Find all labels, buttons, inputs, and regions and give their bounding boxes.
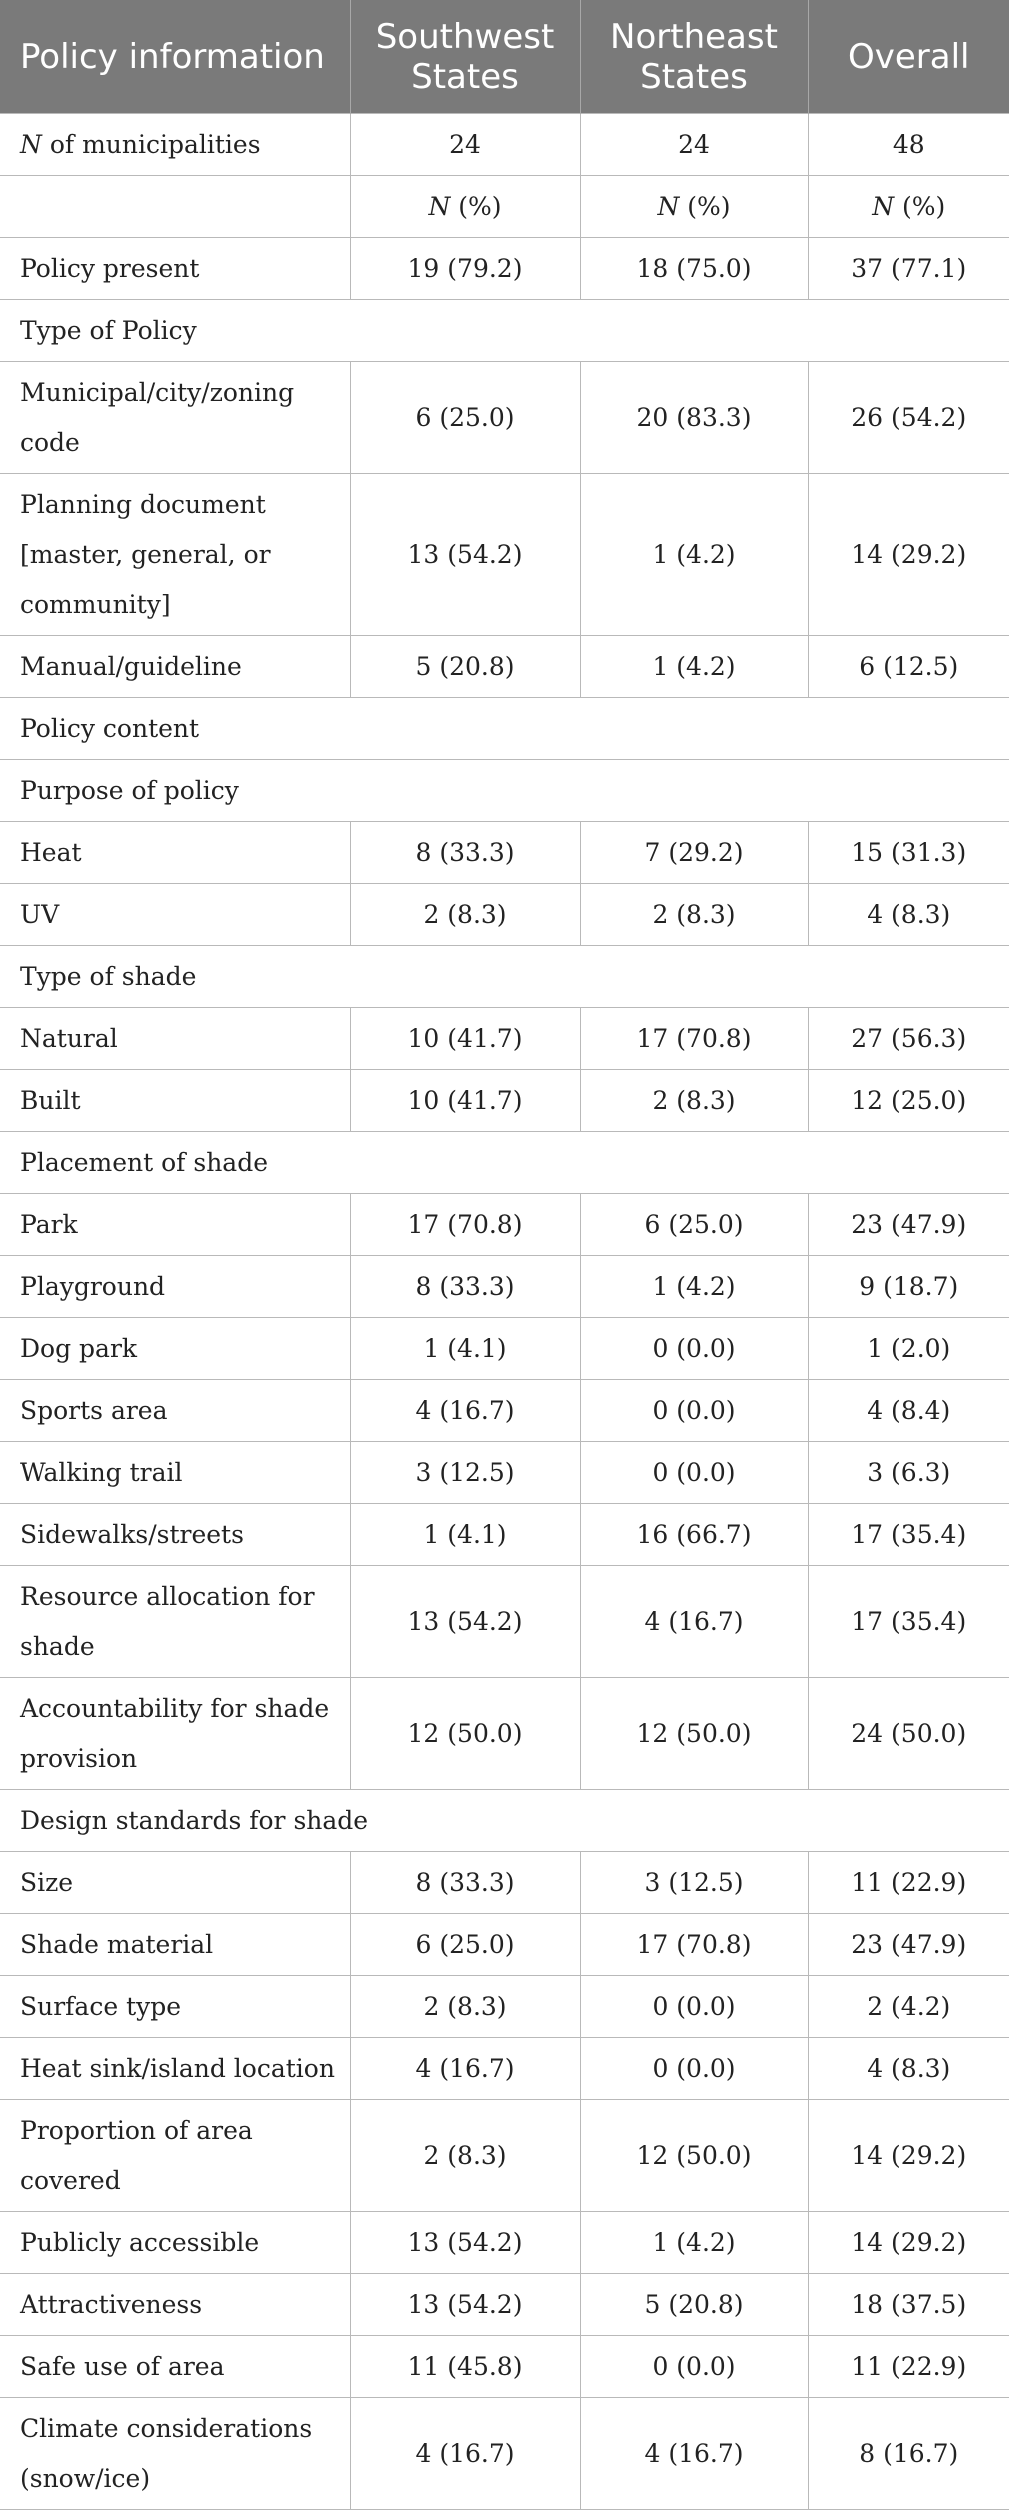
table-cell: 9 (18.7) <box>808 1256 1009 1318</box>
section-label: Type of shade <box>0 946 1009 1008</box>
header-southwest-states: Southwest States <box>350 0 580 114</box>
row-label: Publicly accessible <box>0 2212 350 2274</box>
row-label: Dog park <box>0 1318 350 1380</box>
section-row <box>0 698 1009 760</box>
n-symbol: N <box>20 130 42 159</box>
table-cell: 6 (12.5) <box>808 636 1009 698</box>
table-cell: 17 (70.8) <box>580 1914 808 1976</box>
table-row <box>0 1008 1009 1070</box>
table-cell: 17 (70.8) <box>580 1008 808 1070</box>
table-cell: 4 (16.7) <box>350 2038 580 2100</box>
table-cell: 48 <box>808 114 1009 176</box>
table-row <box>0 1976 1009 2038</box>
row-label: Playground <box>0 1256 350 1318</box>
table-cell: 1 (4.1) <box>350 1504 580 1566</box>
table-cell: 3 (12.5) <box>350 1442 580 1504</box>
table-cell: 23 (47.9) <box>808 1194 1009 1256</box>
table-cell: 8 (33.3) <box>350 822 580 884</box>
table-cell: 20 (83.3) <box>580 362 808 474</box>
table-cell: 24 <box>580 114 808 176</box>
table-cell: 4 (8.4) <box>808 1380 1009 1442</box>
table-row <box>0 2212 1009 2274</box>
section-label: Design standards for shade <box>0 1790 1009 1852</box>
row-label: Sidewalks/streets <box>0 1504 350 1566</box>
table-cell: 8 (33.3) <box>350 1256 580 1318</box>
table-cell: 10 (41.7) <box>350 1070 580 1132</box>
percent-symbol: (%) <box>679 192 731 221</box>
section-row <box>0 1132 1009 1194</box>
table-header <box>0 0 1009 114</box>
table-row <box>0 1566 1009 1678</box>
table-cell: 0 (0.0) <box>580 2038 808 2100</box>
row-label: Built <box>0 1070 350 1132</box>
row-label: Shade material <box>0 1914 350 1976</box>
table-body <box>0 114 1009 2510</box>
table-cell: 4 (8.3) <box>808 2038 1009 2100</box>
row-label: Planning document [master, general, or community] <box>0 474 350 636</box>
table-cell: 17 (35.4) <box>808 1566 1009 1678</box>
table-cell: 5 (20.8) <box>350 636 580 698</box>
table-cell: 6 (25.0) <box>580 1194 808 1256</box>
row-label: Safe use of area <box>0 2336 350 2398</box>
table-cell: 14 (29.2) <box>808 2100 1009 2212</box>
table-row <box>0 1318 1009 1380</box>
table-cell: 18 (75.0) <box>580 238 808 300</box>
header-northeast-states: Northeast States <box>580 0 808 114</box>
table-cell: 24 (50.0) <box>808 1678 1009 1790</box>
table-cell: 6 (25.0) <box>350 362 580 474</box>
n-symbol: N <box>872 192 895 221</box>
table-cell: 4 (16.7) <box>350 2398 580 2510</box>
table-row <box>0 362 1009 474</box>
table-cell: 16 (66.7) <box>580 1504 808 1566</box>
table-cell: 2 (8.3) <box>350 1976 580 2038</box>
section-label: Placement of shade <box>0 1132 1009 1194</box>
table-cell: 11 (22.9) <box>808 1852 1009 1914</box>
n-symbol: N <box>657 192 680 221</box>
section-row <box>0 1790 1009 1852</box>
table-row <box>0 2398 1009 2510</box>
table-cell: 1 (4.2) <box>580 636 808 698</box>
row-label: Heat <box>0 822 350 884</box>
municipalities-count-label <box>0 114 350 176</box>
row-label: Size <box>0 1852 350 1914</box>
unit-row-label <box>0 176 350 238</box>
table-cell: 7 (29.2) <box>580 822 808 884</box>
table-row <box>0 1914 1009 1976</box>
n-symbol: N <box>428 192 451 221</box>
table-row <box>0 1504 1009 1566</box>
table-row <box>0 2336 1009 2398</box>
table-cell: 13 (54.2) <box>350 474 580 636</box>
table-cell: 12 (25.0) <box>808 1070 1009 1132</box>
table-cell: 1 (4.1) <box>350 1318 580 1380</box>
table-cell: 3 (6.3) <box>808 1442 1009 1504</box>
table-cell: 13 (54.2) <box>350 1566 580 1678</box>
table-row <box>0 238 1009 300</box>
row-label: Climate considerations (snow/ice) <box>0 2398 350 2510</box>
percent-symbol: (%) <box>894 192 946 221</box>
table-cell: 5 (20.8) <box>580 2274 808 2336</box>
table-cell: 14 (29.2) <box>808 2212 1009 2274</box>
table-cell: 37 (77.1) <box>808 238 1009 300</box>
row-label: Attractiveness <box>0 2274 350 2336</box>
table-cell: 1 (4.2) <box>580 2212 808 2274</box>
table-cell: 27 (56.3) <box>808 1008 1009 1070</box>
row-label: Natural <box>0 1008 350 1070</box>
row-label: UV <box>0 884 350 946</box>
table-cell: 4 (16.7) <box>350 1380 580 1442</box>
table-cell: 2 (8.3) <box>350 2100 580 2212</box>
unit-cell <box>580 176 808 238</box>
section-label: Policy content <box>0 698 1009 760</box>
table-row <box>0 1194 1009 1256</box>
table-cell: 8 (33.3) <box>350 1852 580 1914</box>
table-row <box>0 474 1009 636</box>
table-cell: 3 (12.5) <box>580 1852 808 1914</box>
table-row <box>0 884 1009 946</box>
table-row <box>0 2038 1009 2100</box>
table-cell: 0 (0.0) <box>580 1380 808 1442</box>
table-cell: 26 (54.2) <box>808 362 1009 474</box>
unit-cell <box>808 176 1009 238</box>
table-cell: 2 (4.2) <box>808 1976 1009 2038</box>
section-label: Purpose of policy <box>0 760 1009 822</box>
row-label: Park <box>0 1194 350 1256</box>
header-overall: Overall <box>808 0 1009 114</box>
table-cell: 4 (16.7) <box>580 1566 808 1678</box>
municipalities-label-text: of municipalities <box>41 130 261 159</box>
table-cell: 0 (0.0) <box>580 2336 808 2398</box>
municipalities-count-row <box>0 114 1009 176</box>
section-row <box>0 760 1009 822</box>
table-row <box>0 1380 1009 1442</box>
percent-symbol: (%) <box>450 192 502 221</box>
table-cell: 10 (41.7) <box>350 1008 580 1070</box>
table-cell: 18 (37.5) <box>808 2274 1009 2336</box>
table-row <box>0 1070 1009 1132</box>
table-row <box>0 822 1009 884</box>
table-cell: 24 <box>350 114 580 176</box>
table-cell: 1 (2.0) <box>808 1318 1009 1380</box>
table-cell: 14 (29.2) <box>808 474 1009 636</box>
table-cell: 12 (50.0) <box>350 1678 580 1790</box>
row-label: Accountability for shade provision <box>0 1678 350 1790</box>
unit-cell <box>350 176 580 238</box>
table-row <box>0 1442 1009 1504</box>
table-cell: 13 (54.2) <box>350 2274 580 2336</box>
table-cell: 8 (16.7) <box>808 2398 1009 2510</box>
table-cell: 19 (79.2) <box>350 238 580 300</box>
table-cell: 2 (8.3) <box>580 1070 808 1132</box>
table-cell: 12 (50.0) <box>580 2100 808 2212</box>
row-label: Resource allocation for shade <box>0 1566 350 1678</box>
row-label: Municipal/city/zoning code <box>0 362 350 474</box>
table-cell: 2 (8.3) <box>580 884 808 946</box>
section-row <box>0 946 1009 1008</box>
table-cell: 0 (0.0) <box>580 1442 808 1504</box>
table-row <box>0 2274 1009 2336</box>
table-cell: 15 (31.3) <box>808 822 1009 884</box>
table-cell: 13 (54.2) <box>350 2212 580 2274</box>
table-cell: 4 (16.7) <box>580 2398 808 2510</box>
table-cell: 1 (4.2) <box>580 474 808 636</box>
table-cell: 12 (50.0) <box>580 1678 808 1790</box>
row-label: Policy present <box>0 238 350 300</box>
table-cell: 0 (0.0) <box>580 1318 808 1380</box>
row-label: Walking trail <box>0 1442 350 1504</box>
table-cell: 17 (35.4) <box>808 1504 1009 1566</box>
row-label: Proportion of area covered <box>0 2100 350 2212</box>
table-row <box>0 1852 1009 1914</box>
table-row <box>0 1256 1009 1318</box>
row-label: Surface type <box>0 1976 350 2038</box>
table-cell: 17 (70.8) <box>350 1194 580 1256</box>
table-row <box>0 636 1009 698</box>
table-cell: 0 (0.0) <box>580 1976 808 2038</box>
header-row <box>0 0 1009 114</box>
row-label: Sports area <box>0 1380 350 1442</box>
table-cell: 11 (45.8) <box>350 2336 580 2398</box>
table-cell: 6 (25.0) <box>350 1914 580 1976</box>
row-label: Manual/guideline <box>0 636 350 698</box>
table-cell: 23 (47.9) <box>808 1914 1009 1976</box>
table-cell: 4 (8.3) <box>808 884 1009 946</box>
table-cell: 2 (8.3) <box>350 884 580 946</box>
table-cell: 11 (22.9) <box>808 2336 1009 2398</box>
unit-row <box>0 176 1009 238</box>
section-label: Type of Policy <box>0 300 1009 362</box>
header-policy-information: Policy information <box>0 0 350 114</box>
row-label: Heat sink/island location <box>0 2038 350 2100</box>
table-row <box>0 2100 1009 2212</box>
section-row <box>0 300 1009 362</box>
table-cell: 1 (4.2) <box>580 1256 808 1318</box>
table-row <box>0 1678 1009 1790</box>
